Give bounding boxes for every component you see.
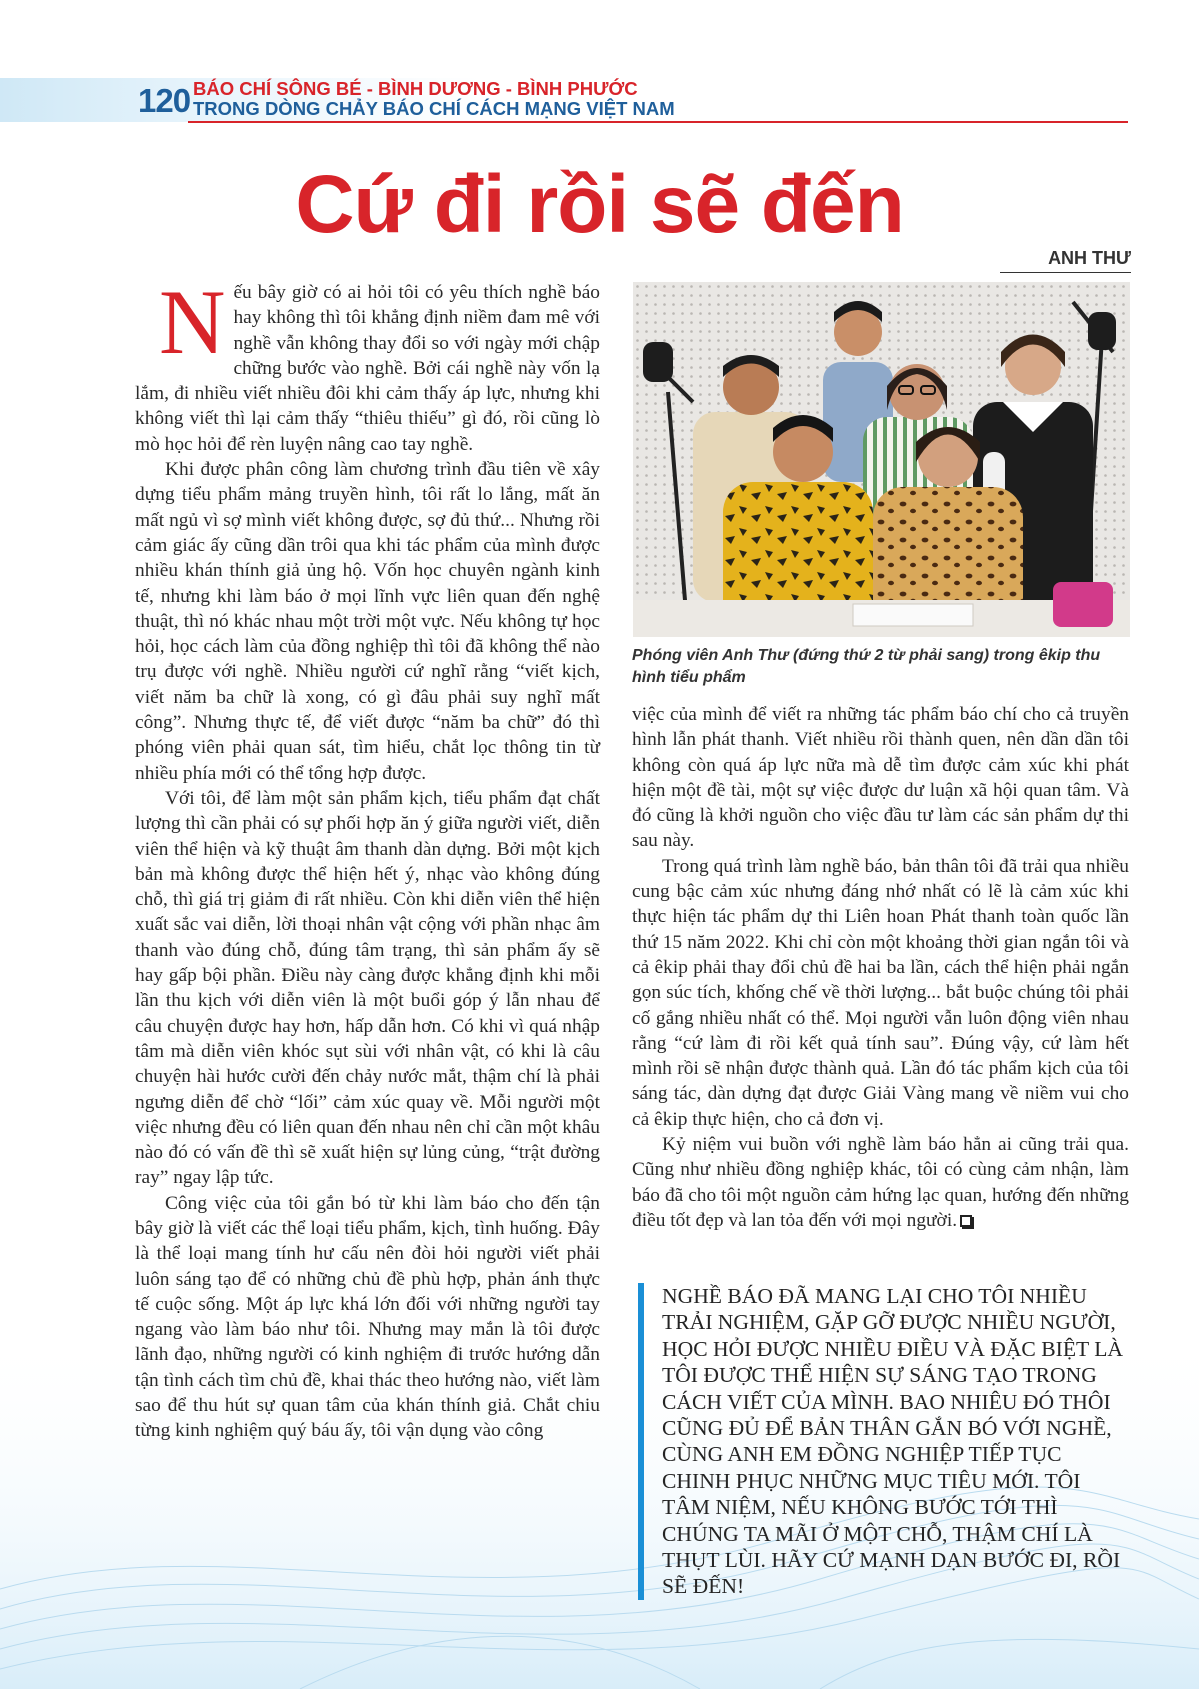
drop-cap: N xyxy=(159,271,226,373)
team-photo-illustration xyxy=(633,282,1130,637)
paragraph: Khi được phân công làm chương trình đầu tiên về xây dựng tiểu phẩm mảng truyền hình, tôi rất lo lắng, mất ăn mất ngủ vì sợ mình viết không được, sợ đủ thứ... Nhưng rồi cảm giác ấy cũng dần trôi qua khi tác phẩm của mình được nhiều khán thính giả ủng hộ. Vốn học chuyên ngành kinh tế, nhưng khi làm báo ở mọi lĩnh vực liên quan đến nghệ thuật, thì nó khác nhau một trời một vực. Nếu không tự học hỏi, học cách làm của đồng nghiệp thì tôi đã không thể nào trụ được với nghề. Nhiều người cứ nghĩ rằng “viết kịch, viết năm ba chữ là xong, có gì đâu phải suy nghĩ mất công”. Nhưng thực tế, để viết được “năm ba chữ” đó thì phóng viên phải quan sát, tìm hiểu, chắt lọc thông tin từ nhiều phía mới có thể tổng hợp được. xyxy=(135,459,600,784)
article-column-left xyxy=(135,271,600,1444)
running-header-line2: TRONG DÒNG CHẢY BÁO CHÍ CÁCH MẠNG VIỆT NAM xyxy=(193,98,675,119)
closing-paragraph-text: Kỷ niệm vui buồn với nghề làm báo hẳn ai cũng trải qua. Cũng như nhiều đồng nghiệp khác, tôi có cùng cảm nhận, làm báo đã cho tôi một nguồn cảm hứng lạc quan, hướng đến những điều tốt đẹp và lan tỏa đến với mọi người. xyxy=(632,1134,1129,1231)
team-photo xyxy=(633,282,1130,637)
end-of-article-icon xyxy=(960,1215,972,1227)
header-rule xyxy=(188,121,1128,123)
article-title: Cứ đi rồi sẽ đến xyxy=(295,159,904,250)
paragraph: Với tôi, để làm một sản phẩm kịch, tiểu phẩm đạt chất lượng thì cần phải có sự phối hợp ăn ý giữa người viết, diễn viên thể hiện và kỹ thuật âm thanh dàn dựng. Bởi một kịch bản mà không được thể hiện hết ý, nhạc vào không đúng chỗ, thì giá trị giảm đi rất nhiều. Còn khi diễn viên thể hiện xuất sắc vai diễn, lời thoại nhân vật cộng với phần nhạc âm thanh vào đúng chỗ, đúng tâm trạng, thì sản phẩm ấy sẽ hay gấp bội phần. Điều này càng được khẳng định khi mỗi lần thu kịch với diễn viên là một buổi góp ý lẫn nhau để câu chuyện được hay hơn, hấp dẫn hơn. Có khi vì quá nhập tâm mà diễn viên khóc sụt sùi với nhân vật, có khi là câu chuyện hài hước cười đến chảy nước mắt, thậm chí là phải ngưng diễn để chờ “lối” cảm xúc quay về. Mỗi người một việc nhưng đều có liên quan đến nhau nên chỉ cần một khâu nào đó có vấn đề thì sẽ xuất hiện sự lủng củng, “trật đường ray” ngay lập tức. xyxy=(135,787,600,1189)
paragraph: Công việc của tôi gắn bó từ khi làm báo cho đến tận bây giờ là viết các thể loại tiểu phẩm, kịch, tình huống. Đây là thể loại mang tính hư cấu nên đòi hỏi người viết phải luôn sáng tạo để có những chủ đề phù hợp, phản ánh thực tế cuộc sống. Một áp lực khá lớn đối với những người tay ngang vào làm báo như tôi. Nhưng may mắn là tôi được lãnh đạo, những người có kinh nghiệm đi trước hướng dẫn tận tình cách tìm chủ đề, khai thác theo hướng nào, viết làm sao để thu hút sự quan tâm của khán thính giả. Chắt chiu từng kinh nghiệm quý báu ấy, tôi vận dụng vào công xyxy=(135,1192,600,1442)
closing-paragraph xyxy=(632,1132,1129,1233)
article-column-right xyxy=(632,702,1129,1233)
author-byline: ANH THƯ xyxy=(1000,248,1131,273)
page-number: 120 xyxy=(138,82,191,119)
pull-quote: NGHỀ BÁO ĐÃ MANG LẠI CHO TÔI NHIỀU TRẢI NGHIỆM, GẶP GỠ ĐƯỢC NHIỀU NGƯỜI, HỌC HỎI ĐƯỢC NHIỀU ĐIỀU VÀ ĐẶC BIỆT LÀ TÔI ĐƯỢC THỂ HIỆN SỰ SÁNG TẠO TRONG CÁCH VIẾT CỦA MÌNH. BAO NHIÊU ĐÓ THÔI CŨNG ĐỦ ĐỂ BẢN THÂN GẮN BÓ VỚI NGHỀ, CÙNG ANH EM ĐỒNG NGHIỆP TIẾP TỤC CHINH PHỤC NHỮNG MỤC TIÊU MỚI. TÔI TÂM NIỆM, NẾU KHÔNG BƯỚC TỚI THÌ CHÚNG TA MÃI Ở MỘT CHỖ, THẬM CHÍ LÀ THỤT LÙI. HÃY CỨ MẠNH DẠN BƯỚC ĐI, RỒI SẼ ĐẾN! xyxy=(638,1283,1133,1600)
running-header-line1: BÁO CHÍ SÔNG BÉ - BÌNH DƯƠNG - BÌNH PHƯỚC xyxy=(193,78,638,99)
paragraph: Trong quá trình làm nghề báo, bản thân tôi đã trải qua nhiều cung bậc cảm xúc nhưng đáng nhớ nhất có lẽ là cảm xúc khi thực hiện tác phẩm dự thi Liên hoan Phát thanh toàn quốc lần thứ 15 năm 2022. Khi chỉ còn một khoảng thời gian ngắn tôi và cả êkip phải thay đổi chủ đề hai ba lần, cách thể hiện phải ngắn gọn súc tích, khống chế về thời lượng... bắt buộc chúng tôi phải cố gắng nhiều nhất có thể. Mọi người vẫn luôn động viên nhau rằng “cứ làm đi rồi kết quả tính sau”. Đúng vậy, cứ làm hết mình rồi sẽ nhận được thành quả. Lần đó tác phẩm kịch của tôi sáng tác, dàn dựng đạt được Giải Vàng mang về niềm vui cho cả êkip thực hiện, cho cả đơn vị. xyxy=(632,855,1129,1130)
paragraph-continued: việc của mình để viết ra những tác phẩm báo chí cho cả truyền hình lẫn phát thanh. Viết nhiều rồi thành quen, nên dần dần tôi không còn quá áp lực nữa mà dễ tìm được cảm xúc khi phát hiện một đề tài, một sự việc được dư luận xã hội quan tâm. Và đó cũng là khởi nguồn cho việc đầu tư làm các sản phẩm dự thi sau này. xyxy=(632,704,1129,852)
photo-caption: Phóng viên Anh Thư (đứng thứ 2 từ phải sang) trong êkip thu hình tiểu phẩm xyxy=(632,647,1101,686)
lead-paragraph xyxy=(135,271,600,457)
running-header xyxy=(193,79,675,119)
lead-paragraph-text: ếu bây giờ có ai hỏi tôi có yêu thích nghề báo hay không thì tôi khẳng định niềm đam mê với nghề vẫn không thay đổi so với ngày mới chập chững bước vào nghề. Bởi cái nghề này vốn lạ lắm, đi nhiều viết nhiều đôi khi cảm thấy áp lực, nhưng khi không viết thì lại cảm thấy “thiêu thiếu” gì đó, rồi cũng lò mò học hỏi để rèn luyện nâng cao tay nghề. xyxy=(135,282,600,455)
